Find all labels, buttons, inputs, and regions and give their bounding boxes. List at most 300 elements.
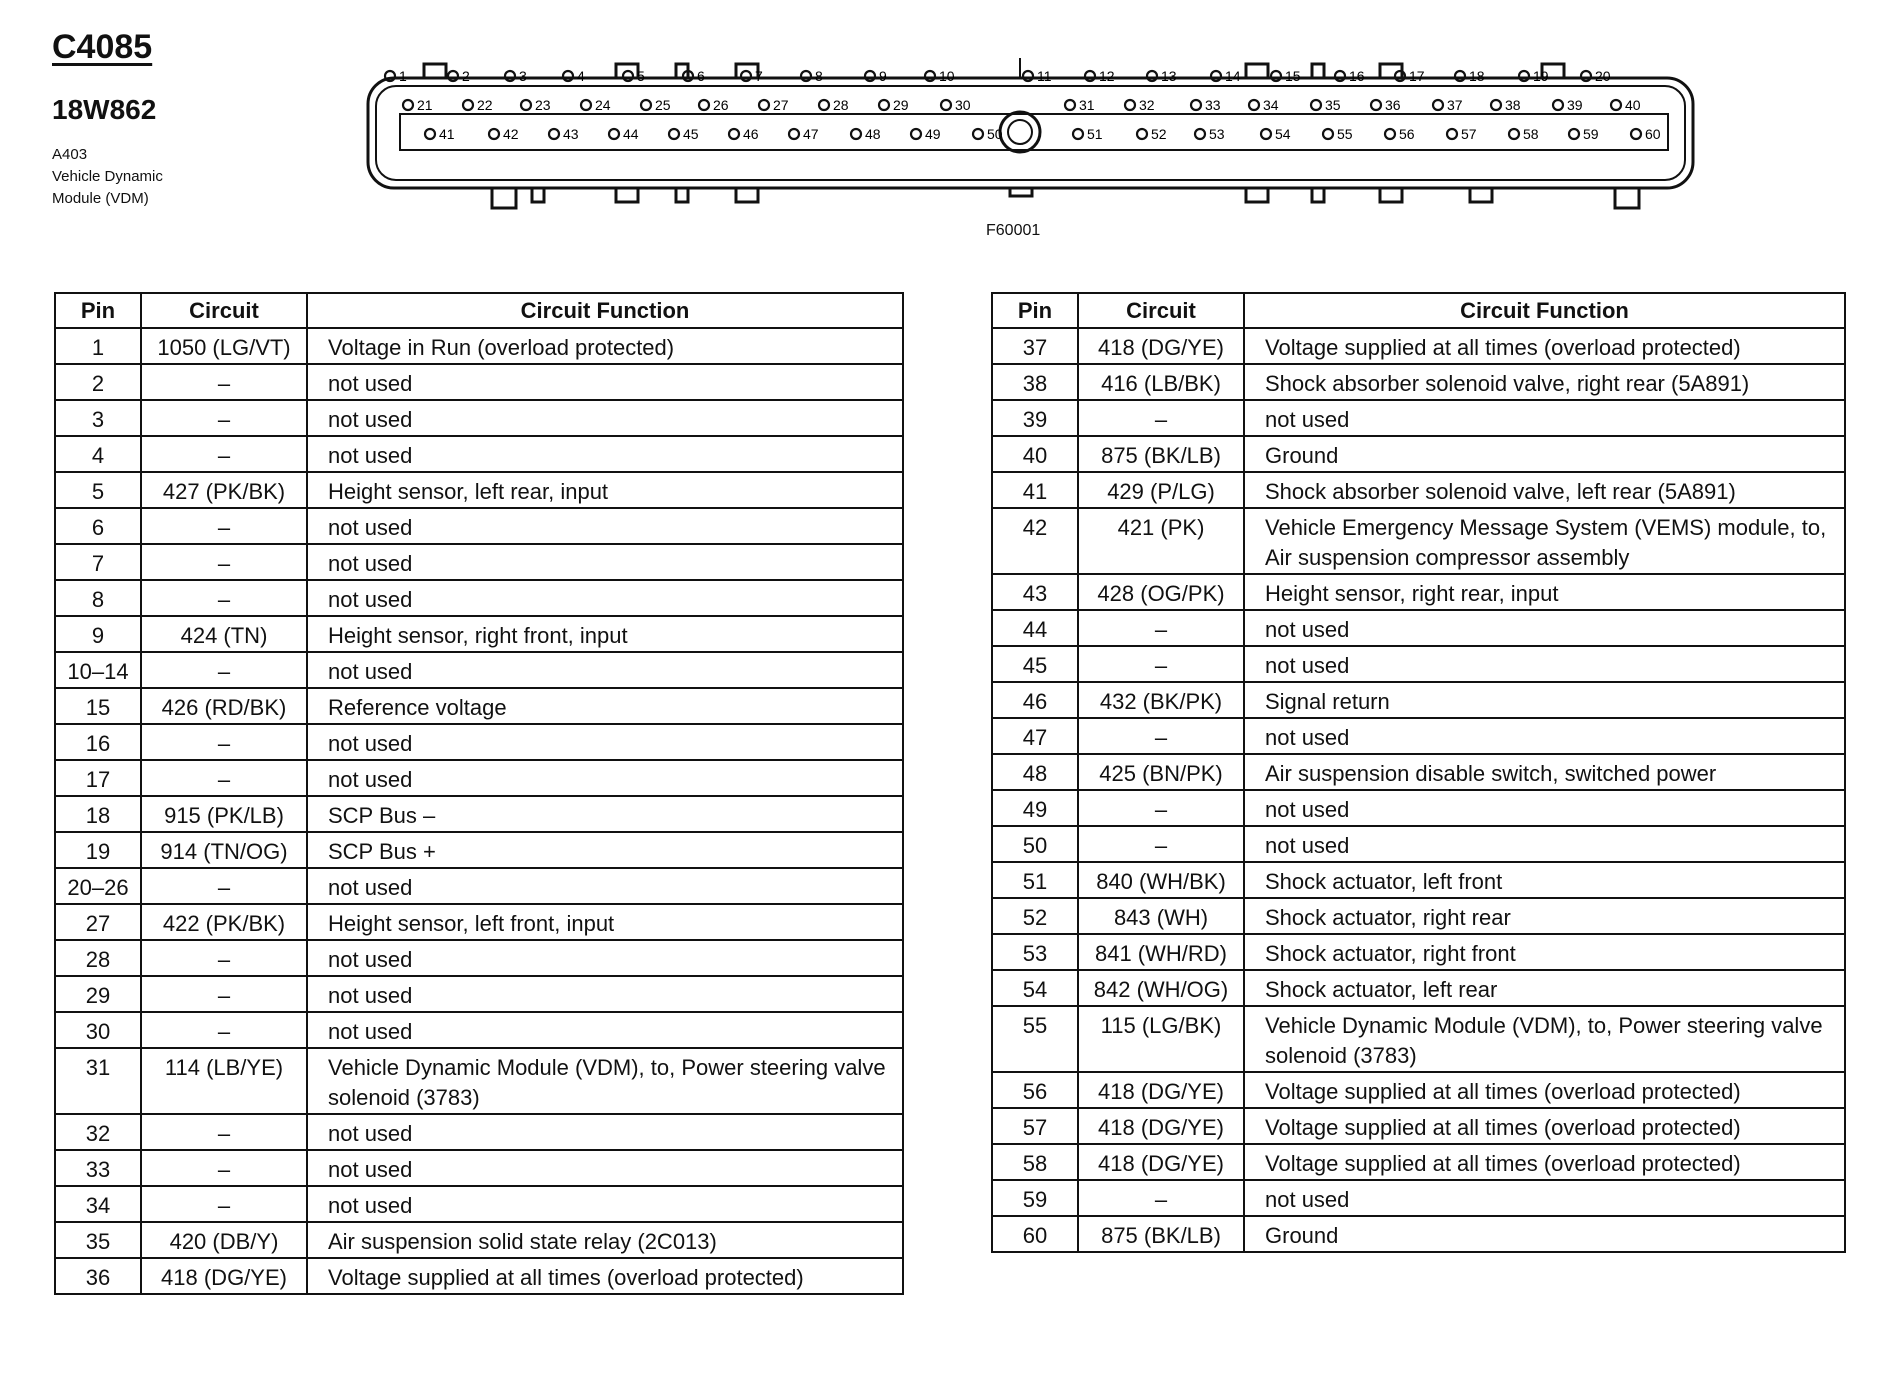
table-header-row [55, 293, 903, 328]
pin-label: 7 [755, 68, 763, 84]
table-row [55, 652, 903, 688]
pin-label: 30 [955, 97, 971, 113]
cell-function: Height sensor, left front, input [307, 904, 903, 940]
pin-hole [819, 100, 829, 110]
connector-center-bolt [1000, 112, 1040, 152]
pin-label: 51 [1087, 126, 1103, 142]
cell-circuit: – [141, 868, 307, 904]
cell-pin: 36 [55, 1258, 141, 1294]
pin-label: 28 [833, 97, 849, 113]
pin-hole [425, 129, 435, 139]
cell-function: Vehicle Dynamic Module (VDM), to, Power steering valve solenoid (3783) [307, 1048, 903, 1114]
cell-function: Height sensor, right front, input [307, 616, 903, 652]
pin-label: 38 [1505, 97, 1521, 113]
pin-hole [669, 129, 679, 139]
table-row [992, 400, 1845, 436]
pinout-table-left [54, 292, 904, 1295]
cell-circuit: – [141, 400, 307, 436]
cell-circuit: – [141, 436, 307, 472]
pin-label: 55 [1337, 126, 1353, 142]
cell-circuit: 875 (BK/LB) [1078, 1216, 1244, 1252]
cell-function: not used [1244, 610, 1845, 646]
cell-circuit: 875 (BK/LB) [1078, 436, 1244, 472]
pin-hole [1433, 100, 1443, 110]
table-row [992, 574, 1845, 610]
pin-label: 17 [1409, 68, 1425, 84]
table-row [55, 508, 903, 544]
cell-function: Signal return [1244, 682, 1845, 718]
cell-circuit: 1050 (LG/VT) [141, 328, 307, 364]
cell-function: not used [307, 364, 903, 400]
cell-pin: 38 [992, 364, 1078, 400]
cell-pin: 52 [992, 898, 1078, 934]
table-row [55, 616, 903, 652]
pin-label: 44 [623, 126, 639, 142]
table-row [992, 436, 1845, 472]
table-row [55, 904, 903, 940]
cell-pin: 7 [55, 544, 141, 580]
cell-circuit: 416 (LB/BK) [1078, 364, 1244, 400]
pin-label: 41 [439, 126, 455, 142]
cell-circuit: 424 (TN) [141, 616, 307, 652]
table-row [55, 868, 903, 904]
header-circuit: Circuit [1078, 293, 1244, 328]
pinout-table-right [991, 292, 1846, 1253]
cell-circuit: – [1078, 826, 1244, 862]
pin-label: 26 [713, 97, 729, 113]
table-row [55, 580, 903, 616]
cell-function: Shock absorber solenoid valve, left rear (5A891) [1244, 472, 1845, 508]
cell-pin: 27 [55, 904, 141, 940]
cell-pin: 29 [55, 976, 141, 1012]
cell-pin: 51 [992, 862, 1078, 898]
pin-label: 16 [1349, 68, 1365, 84]
module-code: A403 [52, 146, 88, 163]
cell-pin: 18 [55, 796, 141, 832]
pin-label: 49 [925, 126, 941, 142]
pin-hole [641, 100, 651, 110]
pin-hole [1631, 129, 1641, 139]
table-row [992, 1180, 1845, 1216]
cell-circuit: – [141, 1114, 307, 1150]
pin-label: 23 [535, 97, 551, 113]
pin-hole [851, 129, 861, 139]
cell-function: Air suspension disable switch, switched power [1244, 754, 1845, 790]
pin-hole [1073, 129, 1083, 139]
pin-hole [1065, 100, 1075, 110]
cell-pin: 42 [992, 508, 1078, 574]
pin-label: 47 [803, 126, 819, 142]
table-row [55, 472, 903, 508]
cell-pin: 35 [55, 1222, 141, 1258]
cell-function: not used [307, 976, 903, 1012]
pin-label: 5 [637, 68, 645, 84]
cell-pin: 47 [992, 718, 1078, 754]
cell-circuit: 421 (PK) [1078, 508, 1244, 574]
cell-pin: 33 [55, 1150, 141, 1186]
pin-hole [1195, 129, 1205, 139]
cell-pin: 3 [55, 400, 141, 436]
cell-pin: 4 [55, 436, 141, 472]
cell-function: not used [307, 760, 903, 796]
cell-circuit: – [1078, 790, 1244, 826]
pin-label: 24 [595, 97, 611, 113]
cell-circuit: 114 (LB/YE) [141, 1048, 307, 1114]
pin-hole [973, 129, 983, 139]
cell-function: Voltage supplied at all times (overload protected) [1244, 1108, 1845, 1144]
table-row [992, 826, 1845, 862]
table-row [55, 796, 903, 832]
cell-function: Voltage in Run (overload protected) [307, 328, 903, 364]
cell-function: Height sensor, right rear, input [1244, 574, 1845, 610]
table-row [992, 970, 1845, 1006]
table-row [55, 400, 903, 436]
pin-label: 25 [655, 97, 671, 113]
pin-label: 20 [1595, 68, 1611, 84]
table-row [992, 898, 1845, 934]
cell-function: not used [307, 580, 903, 616]
pin-label: 22 [477, 97, 493, 113]
pin-hole [729, 129, 739, 139]
pin-label: 3 [519, 68, 527, 84]
pin-hole [521, 100, 531, 110]
table-row [55, 832, 903, 868]
cell-circuit: 426 (RD/BK) [141, 688, 307, 724]
cell-pin: 15 [55, 688, 141, 724]
pin-hole [1385, 129, 1395, 139]
cell-function: not used [307, 940, 903, 976]
pin-label: 57 [1461, 126, 1477, 142]
pin-label: 31 [1079, 97, 1095, 113]
cell-circuit: 842 (WH/OG) [1078, 970, 1244, 1006]
cell-circuit: – [141, 724, 307, 760]
cell-circuit: – [141, 1012, 307, 1048]
cell-function: Vehicle Dynamic Module (VDM), to, Power steering valve solenoid (3783) [1244, 1006, 1845, 1072]
cell-circuit: – [141, 760, 307, 796]
pin-hole [1553, 100, 1563, 110]
cell-function: not used [1244, 1180, 1845, 1216]
pin-label: 58 [1523, 126, 1539, 142]
cell-function: SCP Bus – [307, 796, 903, 832]
cell-function: not used [307, 400, 903, 436]
table-row [55, 976, 903, 1012]
table-row [55, 688, 903, 724]
cell-circuit: 427 (PK/BK) [141, 472, 307, 508]
cell-function: Shock actuator, left front [1244, 862, 1845, 898]
table-row [55, 940, 903, 976]
cell-circuit: 425 (BN/PK) [1078, 754, 1244, 790]
pin-hole [1137, 129, 1147, 139]
cell-function: not used [307, 544, 903, 580]
cell-pin: 45 [992, 646, 1078, 682]
cell-function: not used [307, 1012, 903, 1048]
pin-hole [1371, 100, 1381, 110]
cell-pin: 43 [992, 574, 1078, 610]
cell-pin: 41 [992, 472, 1078, 508]
table-row [992, 682, 1845, 718]
cell-pin: 44 [992, 610, 1078, 646]
pin-hole [911, 129, 921, 139]
table-row [55, 364, 903, 400]
table-row [992, 508, 1845, 574]
header-pin: Pin [992, 293, 1078, 328]
pin-hole [609, 129, 619, 139]
cell-circuit: 418 (DG/YE) [1078, 1144, 1244, 1180]
pin-label: 39 [1567, 97, 1583, 113]
cell-circuit: – [1078, 610, 1244, 646]
module-description [52, 144, 163, 210]
cell-function: not used [307, 652, 903, 688]
pin-label: 40 [1625, 97, 1641, 113]
pin-label: 43 [563, 126, 579, 142]
cell-pin: 17 [55, 760, 141, 796]
table-row [992, 1072, 1845, 1108]
cell-pin: 2 [55, 364, 141, 400]
cell-pin: 39 [992, 400, 1078, 436]
pin-label: 56 [1399, 126, 1415, 142]
table-row [55, 328, 903, 364]
connector-face-diagram [360, 56, 1700, 216]
cell-function: Voltage supplied at all times (overload protected) [1244, 328, 1845, 364]
cell-pin: 37 [992, 328, 1078, 364]
table-row [992, 862, 1845, 898]
cell-function: Voltage supplied at all times (overload protected) [1244, 1072, 1845, 1108]
table-row [55, 1258, 903, 1294]
cell-pin: 8 [55, 580, 141, 616]
pin-hole [1447, 129, 1457, 139]
pin-label: 37 [1447, 97, 1463, 113]
cell-function: not used [307, 508, 903, 544]
cell-function: not used [307, 436, 903, 472]
figure-id: F60001 [986, 222, 1041, 239]
pin-label: 36 [1385, 97, 1401, 113]
cell-pin: 19 [55, 832, 141, 868]
pin-hole [1191, 100, 1201, 110]
table-row [992, 1144, 1845, 1180]
cell-circuit: 418 (DG/YE) [141, 1258, 307, 1294]
cell-pin: 10–14 [55, 652, 141, 688]
table-row [55, 760, 903, 796]
cell-circuit: 428 (OG/PK) [1078, 574, 1244, 610]
cell-pin: 6 [55, 508, 141, 544]
pin-hole [941, 100, 951, 110]
pin-label: 12 [1099, 68, 1115, 84]
cell-function: Reference voltage [307, 688, 903, 724]
cell-pin: 34 [55, 1186, 141, 1222]
pin-label: 42 [503, 126, 519, 142]
cell-function: Shock actuator, right front [1244, 934, 1845, 970]
pin-label: 1 [399, 68, 407, 84]
module-name-line2: Module (VDM) [52, 190, 149, 207]
pin-row-bottom [425, 126, 1661, 142]
pin-label: 18 [1469, 68, 1485, 84]
cell-pin: 55 [992, 1006, 1078, 1072]
cell-circuit: – [141, 652, 307, 688]
cell-circuit: – [141, 976, 307, 1012]
cell-pin: 59 [992, 1180, 1078, 1216]
table-row [55, 1114, 903, 1150]
cell-circuit: 422 (PK/BK) [141, 904, 307, 940]
pin-hole [759, 100, 769, 110]
cell-pin: 9 [55, 616, 141, 652]
connector-top-tabs [424, 64, 1564, 78]
pin-label: 8 [815, 68, 823, 84]
cell-function: not used [307, 1186, 903, 1222]
table-row [992, 1216, 1845, 1252]
cell-pin: 16 [55, 724, 141, 760]
cell-pin: 54 [992, 970, 1078, 1006]
table-row [992, 1006, 1845, 1072]
pin-label: 27 [773, 97, 789, 113]
connector-bottom-tabs [492, 188, 1639, 208]
cell-circuit: – [141, 580, 307, 616]
pin-hole [1569, 129, 1579, 139]
cell-circuit: 418 (DG/YE) [1078, 1108, 1244, 1144]
cell-function: not used [307, 1114, 903, 1150]
pin-label: 21 [417, 97, 433, 113]
pin-label: 19 [1533, 68, 1549, 84]
part-number: 18W862 [52, 94, 157, 125]
table-row [992, 364, 1845, 400]
cell-function: Vehicle Emergency Message System (VEMS) module, to, Air suspension compressor assembly [1244, 508, 1845, 574]
pin-label: 48 [865, 126, 881, 142]
pin-label: 14 [1225, 68, 1241, 84]
cell-circuit: 429 (P/LG) [1078, 472, 1244, 508]
pin-label: 15 [1285, 68, 1301, 84]
table-row [992, 472, 1845, 508]
pin-label: 29 [893, 97, 909, 113]
header-circuit: Circuit [141, 293, 307, 328]
pin-hole [1323, 129, 1333, 139]
cell-function: Height sensor, left rear, input [307, 472, 903, 508]
table-row [55, 1048, 903, 1114]
pin-hole [1311, 100, 1321, 110]
cell-function: not used [1244, 718, 1845, 754]
cell-function: Voltage supplied at all times (overload protected) [1244, 1144, 1845, 1180]
pin-label: 34 [1263, 97, 1279, 113]
cell-pin: 31 [55, 1048, 141, 1114]
table-row [55, 436, 903, 472]
cell-pin: 28 [55, 940, 141, 976]
cell-function: not used [307, 1150, 903, 1186]
pin-hole [581, 100, 591, 110]
cell-function: Ground [1244, 436, 1845, 472]
table-row [55, 1150, 903, 1186]
cell-circuit: 432 (BK/PK) [1078, 682, 1244, 718]
cell-circuit: 914 (TN/OG) [141, 832, 307, 868]
cell-circuit: – [141, 940, 307, 976]
cell-pin: 1 [55, 328, 141, 364]
pin-label: 45 [683, 126, 699, 142]
pin-label: 33 [1205, 97, 1221, 113]
pin-label: 50 [987, 126, 1003, 142]
cell-pin: 46 [992, 682, 1078, 718]
cell-function: not used [1244, 826, 1845, 862]
pin-label: 10 [939, 68, 955, 84]
cell-pin: 48 [992, 754, 1078, 790]
pin-label: 4 [577, 68, 585, 84]
cell-pin: 60 [992, 1216, 1078, 1252]
cell-circuit: – [1078, 718, 1244, 754]
cell-circuit: – [1078, 646, 1244, 682]
cell-circuit: – [141, 544, 307, 580]
cell-pin: 56 [992, 1072, 1078, 1108]
pin-hole [463, 100, 473, 110]
pin-hole [789, 129, 799, 139]
cell-pin: 57 [992, 1108, 1078, 1144]
cell-circuit: – [141, 508, 307, 544]
pin-hole [1261, 129, 1271, 139]
cell-pin: 50 [992, 826, 1078, 862]
cell-function: SCP Bus + [307, 832, 903, 868]
header-pin: Pin [55, 293, 141, 328]
table-row [55, 1222, 903, 1258]
table-row [992, 328, 1845, 364]
cell-function: Shock actuator, right rear [1244, 898, 1845, 934]
pin-row-top [385, 68, 1611, 84]
table-header-row [992, 293, 1845, 328]
pin-label: 59 [1583, 126, 1599, 142]
header-function: Circuit Function [307, 293, 903, 328]
pin-hole [1509, 129, 1519, 139]
cell-pin: 5 [55, 472, 141, 508]
cell-function: not used [1244, 646, 1845, 682]
table-row [992, 610, 1845, 646]
table-row [992, 790, 1845, 826]
cell-circuit: 420 (DB/Y) [141, 1222, 307, 1258]
pin-label: 32 [1139, 97, 1155, 113]
pin-hole [1491, 100, 1501, 110]
cell-circuit: 840 (WH/BK) [1078, 862, 1244, 898]
pin-hole [403, 100, 413, 110]
cell-circuit: – [1078, 1180, 1244, 1216]
pin-hole [1125, 100, 1135, 110]
table-row [992, 754, 1845, 790]
pin-hole [489, 129, 499, 139]
cell-circuit: 115 (LG/BK) [1078, 1006, 1244, 1072]
pin-hole [1249, 100, 1259, 110]
cell-pin: 58 [992, 1144, 1078, 1180]
table-row [992, 718, 1845, 754]
header-function: Circuit Function [1244, 293, 1845, 328]
cell-pin: 20–26 [55, 868, 141, 904]
pin-label: 46 [743, 126, 759, 142]
pin-hole [879, 100, 889, 110]
cell-pin: 30 [55, 1012, 141, 1048]
table-row [992, 934, 1845, 970]
cell-pin: 49 [992, 790, 1078, 826]
cell-function: not used [307, 868, 903, 904]
pin-label: 9 [879, 68, 887, 84]
cell-circuit: 843 (WH) [1078, 898, 1244, 934]
cell-pin: 40 [992, 436, 1078, 472]
pin-label: 54 [1275, 126, 1291, 142]
cell-circuit: 841 (WH/RD) [1078, 934, 1244, 970]
pin-label: 13 [1161, 68, 1177, 84]
cell-function: Shock absorber solenoid valve, right rear (5A891) [1244, 364, 1845, 400]
pin-label: 53 [1209, 126, 1225, 142]
cell-function: Air suspension solid state relay (2C013) [307, 1222, 903, 1258]
pin-hole [699, 100, 709, 110]
cell-circuit: 418 (DG/YE) [1078, 328, 1244, 364]
table-row [55, 1186, 903, 1222]
table-row [55, 544, 903, 580]
cell-circuit: 418 (DG/YE) [1078, 1072, 1244, 1108]
pin-hole [1611, 100, 1621, 110]
pin-label: 2 [462, 68, 470, 84]
pin-label: 6 [697, 68, 705, 84]
cell-pin: 53 [992, 934, 1078, 970]
